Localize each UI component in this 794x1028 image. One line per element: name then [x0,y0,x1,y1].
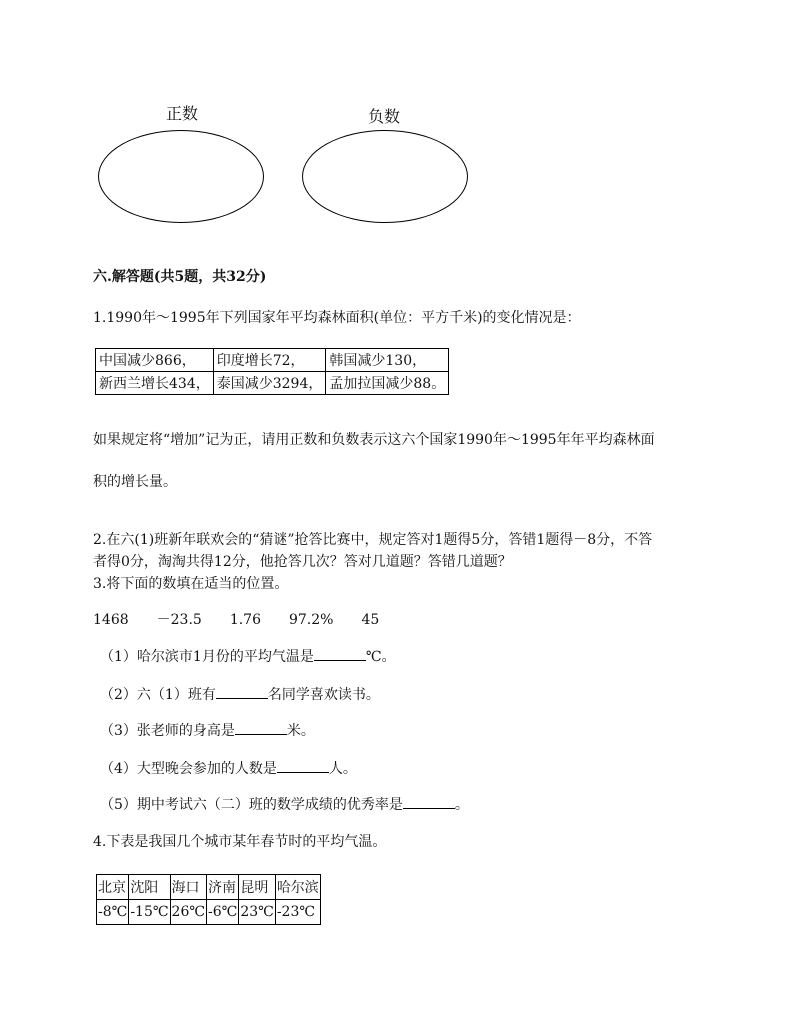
table-cell: -15℃ [129,900,170,925]
table-row [97,875,321,900]
negative-oval [302,130,468,223]
q3-item-2: （2）六（1）班有 名同学喜欢读书。 [100,684,380,705]
q1-task-line1: 如果规定将“增加”记为正，请用正数和负数表示这六个国家1990年～1995年年平均森林面 [93,432,655,448]
q1-task-line2: 积的增长量。 [93,474,177,490]
table-cell: 新西兰增长434， [96,372,214,395]
answer-blank[interactable] [403,794,455,809]
q3-intro: 3.将下面的数填在适当的位置。 [93,576,289,592]
q3-item-3: （3）张老师的身高是 米。 [100,720,315,741]
table-cell: -8℃ [97,900,129,925]
table-cell: 沈阳 [129,875,170,900]
number-item: 1468 [93,612,129,628]
answer-blank[interactable] [314,646,366,661]
table-cell: 昆明 [239,875,275,900]
q4-temperature-table [96,874,321,925]
positive-oval [98,130,264,223]
positive-label: 正数 [166,104,199,123]
section-title: 六.解答题(共5题，共32分) [93,269,267,285]
table-cell: 泰国减少3294， [213,372,326,395]
table-cell: 中国减少866， [96,349,214,372]
table-row [97,900,321,925]
q1-forest-table [95,348,449,395]
number-item: 97.2% [288,612,334,628]
q3-item-5: （5）期中考试六（二）班的数学成绩的优秀率是 。 [100,794,469,815]
answer-blank[interactable] [235,720,287,735]
table-row [96,349,449,372]
answer-blank[interactable] [216,684,268,699]
answer-blank[interactable] [277,758,329,773]
table-cell: 孟加拉国减少88。 [326,372,449,395]
table-cell: 济南 [207,875,239,900]
table-cell: 哈尔滨 [275,875,320,900]
table-cell: 23℃ [239,900,275,925]
table-cell: 印度增长72， [213,349,326,372]
table-cell: 海口 [170,875,206,900]
q2-line2: 者得0分，淘淘共得12分，他抢答几次？答对几道题？答错几道题？ [93,554,512,570]
negative-label: 负数 [368,107,401,126]
q1-intro: 1.1990年～1995年下列国家年平均森林面积(单位：平方千米)的变化情况是： [93,310,581,326]
q4-intro: 4.下表是我国几个城市某年春节时的平均气温。 [93,834,387,850]
q2-line1: 2.在六(1)班新年联欢会的“猜谜”抢答比赛中，规定答对1题得5分，答错1题得－8分，不答 [93,532,653,548]
table-cell: 韩国减少130， [326,349,449,372]
table-cell: 北京 [97,875,129,900]
number-item: －23.5 [156,612,202,628]
q3-numbers [93,610,379,630]
number-item: 1.76 [229,612,261,628]
table-row [96,372,449,395]
q3-item-1: （1）哈尔滨市1月份的平均气温是 ℃。 [100,646,396,667]
q3-item-4: （4）大型晚会参加的人数是 人。 [100,758,357,779]
table-cell: -6℃ [207,900,239,925]
table-cell: 26℃ [170,900,206,925]
number-item: 45 [361,612,380,628]
table-cell: -23℃ [275,900,320,925]
